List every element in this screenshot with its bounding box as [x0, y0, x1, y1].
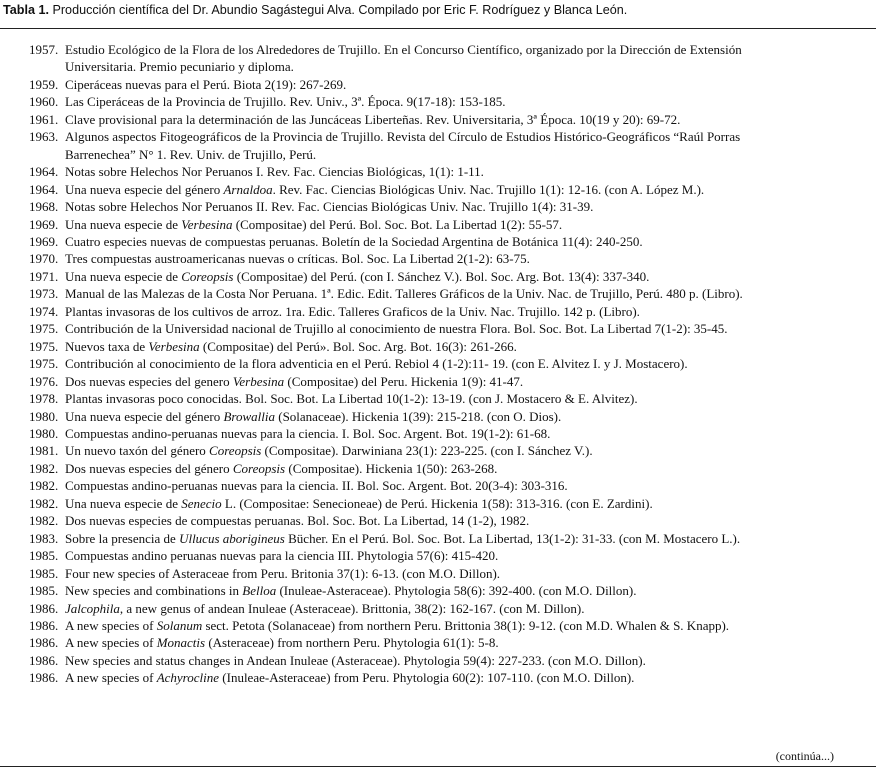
list-item [0, 530, 878, 547]
taxon-name: Senecio [181, 495, 222, 511]
publication-citation [65, 216, 874, 233]
citation-text-continued: (Compositae) del Perú». Bol. Soc. Arg. Bot. 16(3): 261-266. [199, 338, 517, 354]
taxon-name: Arnaldoa [223, 181, 273, 197]
citation-text: A new species of [65, 617, 157, 633]
publication-citation [65, 198, 874, 215]
list-item [0, 477, 878, 494]
publication-year: 1986. [29, 617, 59, 633]
taxon-name: Coreopsis [232, 460, 286, 476]
list-item [0, 198, 878, 215]
publication-citation [65, 460, 874, 477]
list-item [0, 285, 878, 302]
citation-text: Notas sobre Helechos Nor Peruanos I. Rev. Fac. Ciencias Biológicas, 1(1): 1-11. [65, 164, 484, 180]
publication-year: 1969. [29, 216, 59, 232]
list-item [0, 582, 878, 599]
publication-year: 1985. [29, 565, 59, 581]
list-item [0, 233, 878, 250]
list-item [0, 338, 878, 355]
publication-year: 1964. [29, 181, 59, 197]
publication-year: 1971. [29, 268, 59, 284]
citation-text-continued: , a new genus of andean Inuleae (Asteraceae). Brittonia, 38(2): 162-167. (con M. Dillon). [119, 600, 585, 616]
citation-text-continued: Bücher. En el Perú. Bol. Soc. Bot. La Libertad, 13(1-2): 31-33. (con M. Mostacero L.). [284, 530, 741, 546]
citation-text: Sobre la presencia de [65, 530, 180, 546]
citation-text: Una nueva especie del género [65, 408, 224, 424]
list-item [0, 442, 878, 459]
citation-text: Algunos aspectos Fitogeográficos de la Provincia de Trujillo. Revista del Círculo de Estudios Histórico-Geográficos “Raúl Porras [65, 129, 741, 145]
citation-text-continued: (Compositae) del Peru. Hickenia 1(9): 41-47. [284, 373, 524, 389]
citation-text: Dos nuevas especies de compuestas peruanas. Bol. Soc. Bot. La Libertad, 14 (1-2), 1982. [65, 513, 530, 529]
citation-text: Plantas invasoras de los cultivos de arroz. 1ra. Edic. Talleres Graficos de la Univ. Nac. Trujillo. 142 p. (Libro). [65, 303, 640, 319]
publication-citation [65, 41, 874, 58]
publication-citation [65, 512, 874, 529]
publication-year: 1975. [29, 338, 59, 354]
list-item [0, 547, 878, 564]
list-item [0, 512, 878, 529]
publication-citation [65, 303, 874, 320]
citation-text-continued: (Inuleae-Asteraceae). Phytologia 58(6): 392-400. (con M.O. Dillon). [276, 583, 637, 599]
table-caption-text: Producción científica del Dr. Abundio Sagástegui Alva. Compilado por Eric F. Rodríguez y Blanca León. [48, 3, 628, 17]
publication-citation [65, 582, 874, 599]
publication-year: 1986. [29, 652, 59, 668]
publication-citation [65, 477, 874, 494]
publication-citation [65, 425, 874, 442]
citation-text: Plantas invasoras poco conocidas. Bol. Soc. Bot. La Libertad 10(1-2): 13-19. (con J. Mostacero & E. Alvitez). [65, 391, 638, 407]
publication-citation [65, 669, 874, 686]
publication-year: 1981. [29, 443, 59, 459]
citation-second-line: Barrenechea” N° 1. Rev. Univ. de Trujillo, Perú. [65, 146, 317, 162]
publication-citation [65, 408, 874, 425]
list-item [0, 93, 878, 110]
list-item [0, 128, 878, 163]
publication-citation [65, 652, 874, 669]
citation-text: Compuestas andino peruanas nuevas para la ciencia III. Phytologia 57(6): 415-420. [65, 548, 499, 564]
list-item [0, 111, 878, 128]
citation-text: Contribución de la Universidad nacional de Trujillo al conocimiento de nuestra Flora. Bol. Soc. Bot. La Libertad 7(1-2): 35-45. [65, 321, 728, 337]
citation-text-continued: . Rev. Fac. Ciencias Biológicas Univ. Nac. Trujillo 1(1): 12-16. (con A. López M.). [272, 181, 705, 197]
publication-year: 1982. [29, 478, 59, 494]
publication-citation [65, 355, 874, 372]
list-item [0, 652, 878, 669]
citation-text: Contribución al conocimiento de la flora adventicia en el Perú. Rebiol 4 (1-2):11- 19. (con E. Alvitez I. y J. Mostacero). [65, 356, 688, 372]
publication-year: 1974. [29, 303, 59, 319]
publication-year: 1976. [29, 373, 59, 389]
citation-text: A new species of [65, 635, 157, 651]
citation-text: Tres compuestas austroamericanas nuevas o críticas. Bol. Soc. La Libertad 2(1-2): 63-75. [65, 251, 530, 267]
publication-citation [65, 530, 874, 547]
citation-text: Clave provisional para la determinación de las Juncáceas Liberteñas. Rev. Universitaria, 3ª Época. 10(19 y 20): 69-72. [65, 111, 681, 127]
publication-year: 1986. [29, 635, 59, 651]
citation-text: Dos nuevas especies del genero [65, 373, 233, 389]
citation-text: Una nueva especie de [65, 495, 182, 511]
publication-citation [65, 617, 874, 634]
list-item [0, 303, 878, 320]
publication-citation [65, 163, 874, 180]
list-item [0, 268, 878, 285]
citation-text: Una nueva especie de [65, 216, 182, 232]
continued-note: (continúa...) [775, 749, 834, 763]
publication-year: 1983. [29, 530, 59, 546]
publication-citation [65, 495, 874, 512]
taxon-name: Verbesina [148, 338, 200, 354]
publication-year: 1961. [29, 111, 59, 127]
list-item [0, 669, 878, 686]
taxon-name: Ullucus aborigineus [179, 530, 285, 546]
list-item [0, 408, 878, 425]
publication-citation [65, 93, 874, 110]
publication-citation [65, 320, 874, 337]
citation-text-continued: (Compositae). Hickenia 1(50): 263-268. [285, 460, 498, 476]
publication-year: 1975. [29, 321, 59, 337]
list-item [0, 634, 878, 651]
publication-citation [65, 76, 874, 93]
list-item [0, 355, 878, 372]
citation-text: New species and status changes in Andean Inuleae (Asteraceae). Phytologia 59(4): 227-233. (con M.O. Dillon). [65, 652, 646, 668]
publication-citation [65, 128, 874, 145]
publication-citation [65, 233, 874, 250]
publication-citation [65, 634, 874, 651]
publication-year: 1986. [29, 670, 59, 686]
citation-text: Notas sobre Helechos Nor Peruanos II. Rev. Fac. Ciencias Biológicas Univ. Nac. Trujillo 1(4): 31-39. [65, 199, 594, 215]
taxon-name: Solanum [156, 617, 203, 633]
list-item [0, 617, 878, 634]
list-item [0, 390, 878, 407]
publication-citation [65, 442, 874, 459]
taxon-name: Achyrocline [156, 670, 220, 686]
list-item [0, 41, 878, 76]
publication-year: 1986. [29, 600, 59, 616]
publication-year: 1978. [29, 391, 59, 407]
publication-year: 1968. [29, 199, 59, 215]
publication-year: 1969. [29, 233, 59, 249]
taxon-name: Verbesina [181, 216, 233, 232]
citation-text-continued: (Compositae). Darwiniana 23(1): 223-225. (con I. Sánchez V.). [261, 443, 593, 459]
publication-year: 1980. [29, 425, 59, 441]
citation-text: Estudio Ecológico de la Flora de los Alrededores de Trujillo. En el Concurso Científico, organizado por la Dirección de Extensión [65, 42, 742, 57]
publication-year: 1970. [29, 251, 59, 267]
citation-text-continued: (Compositae) del Perú. (con I. Sánchez V.). Bol. Soc. Arg. Bot. 13(4): 337-340. [233, 268, 650, 284]
citation-text: Una nueva especie de [65, 268, 182, 284]
publication-year: 1980. [29, 408, 59, 424]
publication-citation [65, 565, 874, 582]
citation-text: Manual de las Malezas de la Costa Nor Peruana. 1ª. Edic. Edit. Talleres Gráficos de la Univ. Nac. de Trujillo, Perú. 480 p. (Libro). [65, 286, 743, 302]
citation-text: Una nueva especie del género [65, 181, 224, 197]
citation-text: Un nuevo taxón del género [65, 443, 210, 459]
publication-year: 1975. [29, 356, 59, 372]
citation-text-continued: (Compositae) del Perú. Bol. Soc. Bot. La Libertad 1(2): 55-57. [232, 216, 563, 232]
citation-text: Compuestas andino-peruanas nuevas para la ciencia. I. Bol. Soc. Argent. Bot. 19(1-2): 61-68. [65, 425, 551, 441]
list-item [0, 76, 878, 93]
publication-year: 1963. [29, 129, 59, 145]
citation-text: New species and combinations in [65, 583, 243, 599]
taxon-name: Coreopsis [209, 443, 262, 459]
publication-year: 1959. [29, 76, 59, 92]
top-rule [0, 28, 876, 29]
publication-citation [65, 181, 874, 198]
publication-year: 1957. [29, 42, 59, 57]
publication-citation [65, 373, 874, 390]
publication-citation [65, 600, 874, 617]
publication-year: 1964. [29, 164, 59, 180]
publication-year: 1982. [29, 495, 59, 511]
publication-list [0, 41, 878, 687]
publication-citation [65, 268, 874, 285]
citation-text: Dos nuevas especies del género [65, 460, 233, 476]
citation-text-continued: sect. Petota (Solanaceae) from northern Peru. Brittonia 38(1): 9-12. (con M.D. Whalen & S. Knapp). [202, 617, 730, 633]
citation-text: Cuatro especies nuevas de compuestas peruanas. Boletín de la Sociedad Argentina de Botánica 11(4): 240-250. [65, 233, 643, 249]
citation-second-line: Universitaria. Premio pecuniario y diploma. [65, 59, 294, 75]
publication-citation [65, 285, 874, 302]
list-item [0, 460, 878, 477]
citation-text: Compuestas andino-peruanas nuevas para la ciencia. II. Bol. Soc. Argent. Bot. 20(3-4): 303-316. [65, 478, 568, 494]
publication-citation [65, 338, 874, 355]
list-item [0, 495, 878, 512]
list-item [0, 565, 878, 582]
citation-text-continued: (Asteraceae) from northern Peru. Phytologia 61(1): 5-8. [205, 635, 499, 651]
taxon-name: Browallia [223, 408, 275, 424]
list-item [0, 425, 878, 442]
taxon-name: Belloa [242, 583, 277, 599]
publication-year: 1985. [29, 583, 59, 599]
list-item [0, 373, 878, 390]
table-caption [3, 3, 627, 17]
citation-text: Nuevos taxa de [65, 338, 149, 354]
citation-text-continued: (Solanaceae). Hickenia 1(39): 215-218. (con O. Dios). [274, 408, 562, 424]
publication-year: 1960. [29, 94, 59, 110]
citation-text: A new species of [65, 670, 157, 686]
taxon-name: Coreopsis [181, 268, 234, 284]
list-item [0, 181, 878, 198]
citation-text-continued: L. (Compositae: Senecioneae) de Perú. Hickenia 1(58): 313-316. (con E. Zardini). [221, 495, 653, 511]
publication-year: 1982. [29, 460, 59, 476]
publication-year: 1985. [29, 548, 59, 564]
citation-text: Las Ciperáceas de la Provincia de Trujillo. Rev. Univ., 3ª. Época. 9(17-18): 153-185. [65, 94, 506, 110]
publication-citation [65, 390, 874, 407]
publication-year: 1973. [29, 286, 59, 302]
publication-citation [65, 547, 874, 564]
publication-citation [65, 250, 874, 267]
publication-year: 1982. [29, 513, 59, 529]
list-item [0, 600, 878, 617]
taxon-name: Verbesina [232, 373, 285, 389]
publication-citation [65, 111, 874, 128]
list-item [0, 250, 878, 267]
citation-text: Four new species of Asteraceae from Peru. Britonia 37(1): 6-13. (con M.O. Dillon). [65, 565, 501, 581]
taxon-name: Jalcophila [65, 600, 120, 616]
citation-text-continued: (Inuleae-Asteraceae) from Peru. Phytologia 60(2): 107-110. (con M.O. Dillon). [219, 670, 635, 686]
list-item [0, 163, 878, 180]
table-caption-label: Tabla 1. [3, 3, 49, 17]
list-item [0, 216, 878, 233]
citation-text: Ciperáceas nuevas para el Perú. Biota 2(19): 267-269. [65, 76, 347, 92]
taxon-name: Monactis [156, 635, 206, 651]
list-item [0, 320, 878, 337]
